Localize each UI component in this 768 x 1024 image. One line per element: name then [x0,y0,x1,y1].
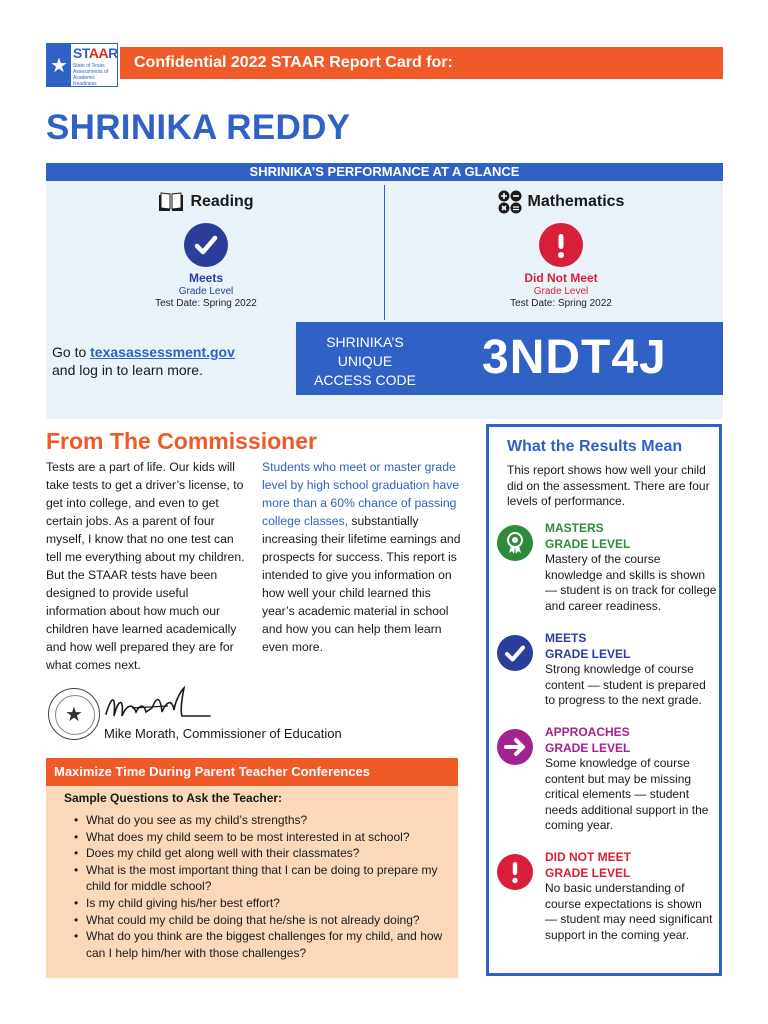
question-item: • Does my child get along well with their classmates? [74,845,444,862]
logo-subtitle: State of Texas Assessments of Academic Readiness [73,63,109,87]
reading-result [56,189,356,309]
conferences-title: Maximize Time During Parent Teacher Conferences [46,758,458,786]
conferences-subtitle: Sample Questions to Ask the Teacher: [64,791,283,805]
question-item: • What could my child be doing that he/she is not already doing? [74,912,444,929]
question-list [74,812,444,961]
math-result [411,189,711,309]
question-item: • What is the most important thing that I can be doing to prepare my child for middle school? [74,862,444,895]
texasassessment-link[interactable]: texasassessment.gov [90,344,235,360]
reading-subject-label: Reading [190,193,254,210]
level-name: APPROACHES GRADE LEVEL [545,725,631,755]
reading-level: Meets [188,271,223,285]
graduation-highlight: Students who meet or master grade level by high school graduation have more than a 60% chance of passing college classes, [262,460,460,528]
question-item: • What does my child seem to be most interested in at school? [74,829,444,846]
access-code-label: SHRINIKA’S UNIQUE ACCESS CODE [314,334,416,388]
level-description: Strong knowledge of course content — student is prepared to progress to the next grade. [545,662,706,707]
login-instructions: Go to texasassessment.gov and log in to learn more. [52,344,235,378]
tea-seal-icon: ★ [48,688,100,740]
student-name: SHRINIKA REDDY [46,108,351,147]
commissioner-letter-col1: Tests are a part of life. Our kids will take tests to get a driver’s license, to get into college, and even to get certain jobs. As a parent of four myself, I know that no one test can tell me everything about my children. But the STAAR tests have been designed to provide useful information about how much our children have learned academically and how well prepared they are for what comes next. [46,460,245,672]
reading-test-date: Test Date: Spring 2022 [155,298,257,309]
glance-divider [384,185,385,320]
level-name: MEETS GRADE LEVEL [545,631,631,661]
signature-icon [102,684,214,726]
math-subject-label: Mathematics [527,193,625,210]
math-operators-icon [498,190,522,214]
level-name: MASTERS GRADE LEVEL [545,521,631,551]
exclamation-icon [497,854,533,890]
reading-header [56,189,356,215]
award-ribbon-icon [497,525,533,561]
math-test-date: Test Date: Spring 2022 [510,298,612,309]
question-item: • Is my child giving his/her best effort? [74,895,444,912]
report-title-bar: Confidential 2022 STAAR Report Card for: [120,47,723,79]
math-header [411,189,711,215]
question-item: • What do you see as my child’s strengths? [74,812,444,829]
reading-grade-level: Grade Level [178,286,234,297]
commissioner-letter-col2: Students who meet or master grade level by high school graduation have more than a 60% chance of passing college classes, substantially increasing their lifetime earnings and prospects for success. This report is intended to give you information on how well your child learned this year’s academic material in school and how you can help them learn even more. [262,460,461,654]
results-intro: This report shows how well your child did on the assessment. There are four levels of performance. [507,463,710,508]
results-title: What the Results Mean [507,438,683,455]
conferences-panel [46,786,458,978]
question-item: • What do you think are the biggest challenges for my child, and how can I help him/her with those challenges? [74,928,444,961]
level-description: Mastery of the course knowledge and skills is shown — student is on track for college and career readiness. [545,552,717,613]
glance-title: SHRINIKA’S PERFORMANCE AT A GLANCE [46,163,723,181]
math-level: Did Not Meet [524,271,598,285]
did-not-meet-exclamation-icon [539,223,583,267]
checkmark-icon [497,635,533,671]
access-code-value: 3NDT4J [482,331,667,384]
access-code-box [296,322,723,395]
level-description: Some knowledge of course content but may be missing critical elements — student needs additional support in the coming year. [545,756,709,832]
logo-wordmark: STAAR [73,45,118,61]
performance-glance-panel [46,163,723,419]
results-meaning-panel [486,424,722,976]
staar-logo [46,43,118,87]
meets-check-icon [184,223,228,267]
commissioner-name: Mike Morath, Commissioner of Education [104,726,342,741]
star-icon: ★ [47,44,71,86]
book-icon [158,192,184,212]
commissioner-title: From The Commissioner [46,428,317,454]
arrow-right-icon [497,729,533,765]
level-description: No basic understanding of course expectations is shown — student may need significant support in the coming year. [545,881,713,942]
math-grade-level: Grade Level [533,286,589,297]
level-name: DID NOT MEET GRADE LEVEL [545,850,631,880]
